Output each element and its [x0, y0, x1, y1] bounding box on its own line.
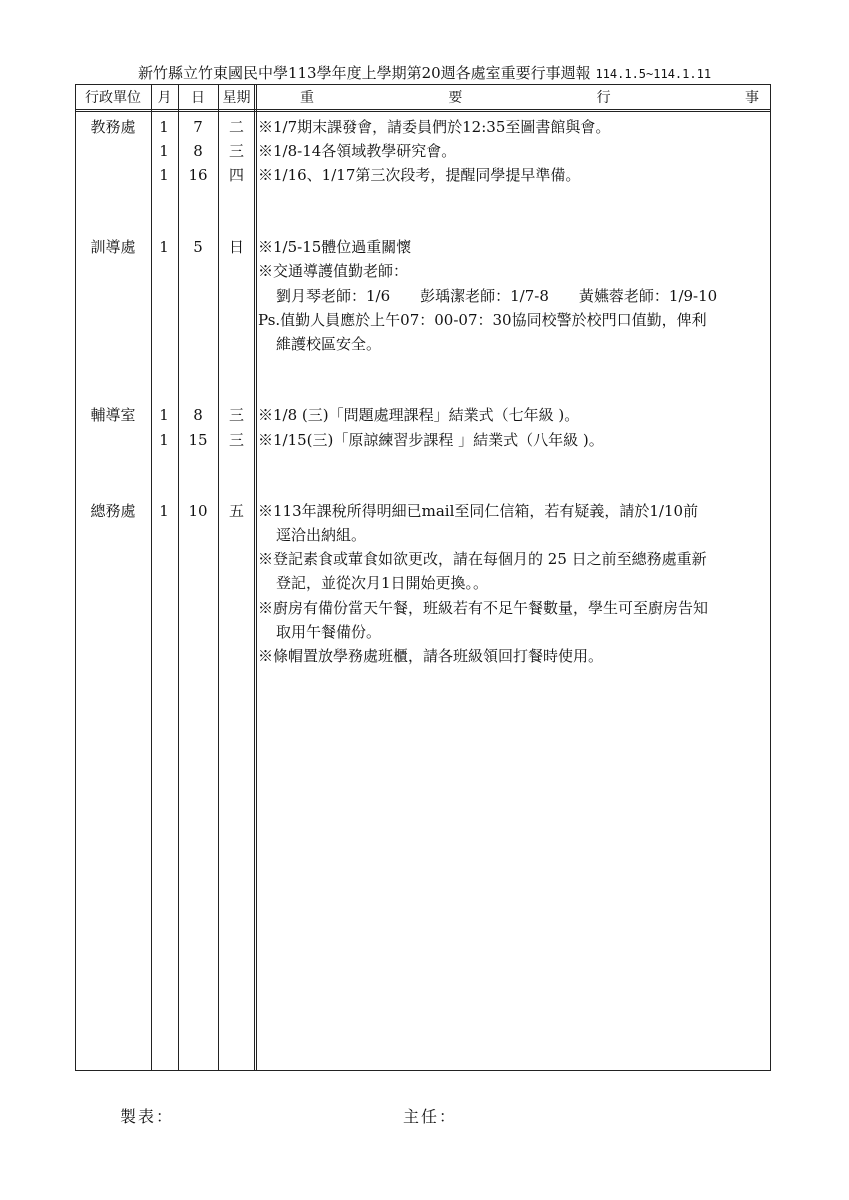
header-events [262, 88, 767, 108]
event-text: ※1/15(三)「原諒練習步課程 」結業式（八年級 )。 [258, 431, 604, 449]
row-month: 1 [159, 406, 169, 424]
row-weekday: 四 [228, 166, 244, 184]
event-text: ※1/5-15體位過重關懷 [258, 238, 412, 256]
event-text: 逕洽出納組。 [276, 526, 367, 544]
event-text: ※1/7期末課發會，請委員們於12:35至圖書館與會。 [258, 118, 611, 136]
document-title [0, 62, 849, 83]
row-weekday: 三 [228, 406, 244, 424]
event-text: ※1/8 (三)「問題處理課程」結業式（七年級 )。 [258, 406, 580, 424]
dept-academic: 教務處 [90, 118, 136, 136]
column-divider-dept [151, 84, 152, 1071]
header-events-char: 行 [596, 90, 611, 106]
row-month: 1 [159, 142, 169, 160]
header-dept: 行政單位 [85, 90, 141, 106]
event-text: ※113年課稅所得明細已mail至同仁信箱，若有疑義，請於1/10前 [258, 502, 699, 520]
event-text: ※廚房有備份當天午餐，班級若有不足午餐數量，學生可至廚房告知 [258, 599, 709, 617]
row-day: 7 [193, 118, 203, 136]
header-weekday: 星期 [222, 90, 251, 106]
title-main: 新竹縣立竹東國民中學113學年度上學期第20週各處室重要行事週報 [137, 64, 591, 82]
header-day: 日 [191, 90, 205, 106]
row-day: 15 [188, 431, 208, 449]
header-events-char: 重 [300, 90, 314, 106]
header-divider [75, 109, 771, 112]
row-month: 1 [159, 238, 169, 256]
event-text: 維護校區安全。 [276, 335, 382, 353]
event-text: 登記，並從次月1日開始更換。。 [276, 574, 489, 592]
event-text: ※登記素食或葷食如欲更改，請在每個月的 25 日之前至總務處重新 [258, 550, 707, 568]
row-day: 8 [193, 406, 203, 424]
event-text: ※交通導護值勤老師： [258, 262, 409, 280]
row-weekday: 日 [228, 238, 244, 256]
row-month: 1 [159, 502, 169, 520]
row-weekday: 五 [228, 502, 244, 520]
header-events-char: 事 [744, 90, 759, 106]
row-month: 1 [159, 118, 169, 136]
event-text: ※條帽置放學務處班櫃，請各班級領回打餐時使用。 [258, 647, 604, 665]
row-month: 1 [159, 431, 169, 449]
event-text: 劉月琴老師：1/6 彭瑀潔老師：1/7-8 黃嬿蓉老師：1/9-10 [276, 287, 718, 305]
column-divider-month [178, 84, 179, 1071]
footer-director-label: 主任： [403, 1107, 458, 1126]
event-text: Ps.值勤人員應於上午07：00-07：30協同校警於校門口值勤，俾利 [258, 311, 707, 329]
row-weekday: 三 [228, 142, 244, 160]
dept-discipline: 訓導處 [90, 238, 136, 256]
dept-counseling: 輔導室 [90, 406, 136, 424]
row-month: 1 [159, 166, 169, 184]
header-month: 月 [157, 90, 172, 106]
header-events-char: 要 [448, 90, 463, 106]
event-text: ※1/16、1/17第三次段考，提醒同學提早準備。 [258, 166, 581, 184]
row-day: 16 [188, 166, 208, 184]
event-text: ※1/8-14各領域教學研究會。 [258, 142, 457, 160]
column-divider-weekday [254, 84, 257, 1071]
row-weekday: 二 [228, 118, 244, 136]
row-day: 10 [188, 502, 208, 520]
event-text: 取用午餐備份。 [276, 623, 382, 641]
title-date-range: 114.1.5~114.1.11 [595, 67, 712, 81]
row-day: 8 [193, 142, 203, 160]
row-day: 5 [193, 238, 203, 256]
footer-maker-label: 製表： [120, 1107, 175, 1126]
dept-general: 總務處 [90, 502, 136, 520]
row-weekday: 三 [228, 431, 244, 449]
column-divider-day [218, 84, 219, 1071]
